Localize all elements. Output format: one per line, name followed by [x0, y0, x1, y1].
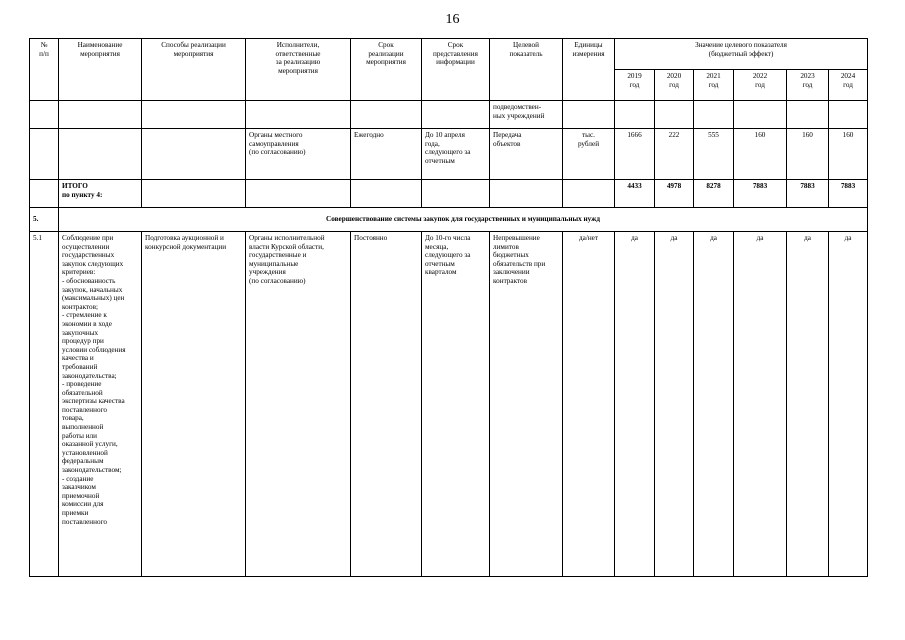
- header-term: Срок реализации мероприятия: [351, 39, 422, 101]
- header-executors: Исполнители, ответственные за реализацию мероприятия: [246, 39, 351, 101]
- cell-value: 222: [655, 129, 694, 180]
- cell-num: 5.1: [30, 232, 59, 577]
- cell-report: До 10-го числа месяца, следующего за отчетным кварталом: [422, 232, 490, 577]
- cell-value: 160: [734, 129, 787, 180]
- section-num: 5.: [30, 208, 59, 232]
- total-value: 4978: [655, 180, 694, 208]
- cell-value: 160: [787, 129, 829, 180]
- cell-methods: Подготовка аукционной и конкурсной документации: [142, 232, 246, 577]
- total-value: 7883: [787, 180, 829, 208]
- total-value: 8278: [694, 180, 734, 208]
- total-row: [30, 180, 868, 208]
- cell-value: да: [734, 232, 787, 577]
- cell-unit: тыс. рублей: [563, 129, 615, 180]
- cell-term: Постоянно: [351, 232, 422, 577]
- program-table: [29, 38, 868, 577]
- total-value: 4433: [615, 180, 655, 208]
- header-name: Наименование мероприятия: [59, 39, 142, 101]
- cell-target: подведомствен- ных учреждений: [490, 101, 563, 129]
- section-row: [30, 208, 868, 232]
- header-year: 2020 год: [655, 70, 694, 101]
- header-num: № п/п: [30, 39, 59, 101]
- header-target: Целевой показатель: [490, 39, 563, 101]
- cell-executors: Органы исполнительной власти Курской области, государственные и муниципальные учреждения (по согласованию): [246, 232, 351, 577]
- cell-value: 160: [829, 129, 868, 180]
- header-year: 2021 год: [694, 70, 734, 101]
- total-label: ИТОГО по пункту 4:: [59, 180, 142, 208]
- header-year: 2023 год: [787, 70, 829, 101]
- cell-unit: да/нет: [563, 232, 615, 577]
- cell-term: Ежегодно: [351, 129, 422, 180]
- cell-target: Непревышение лимитов бюджетных обязательств при заключении контрактов: [490, 232, 563, 577]
- header-report: Срок представления информации: [422, 39, 490, 101]
- cell-value: да: [829, 232, 868, 577]
- header-value-group: Значение целевого показателя (бюджетный эффект): [615, 39, 868, 70]
- cell-report: До 10 апреля года, следующего за отчетным: [422, 129, 490, 180]
- header-methods: Способы реализации мероприятия: [142, 39, 246, 101]
- section-title: Совершенствование системы закупок для государственных и муниципальных нужд: [59, 208, 868, 232]
- header-year: 2019 год: [615, 70, 655, 101]
- table-row: [30, 129, 868, 180]
- header-unit: Единицы измерения: [563, 39, 615, 101]
- table-row: [30, 101, 868, 129]
- header-year: 2022 год: [734, 70, 787, 101]
- cell-name: Соблюдение при осуществлении государственных закупок следующих критериев: - обоснованность закупок, начальных (максимальных) цен контрактов; - стремление к экономии в ходе закупочных процедур при условии соблюдения качества и требований законодательства; - проведение обязательной экспертизы качества поставленного товара, выполненной работы или оказанной услуги, установленной федеральным законодательством; - создание заказчиком приемочной комиссии для приемки поставленного: [59, 232, 142, 577]
- header-year: 2024 год: [829, 70, 868, 101]
- page-number: 16: [445, 12, 460, 27]
- cell-target: Передача объектов: [490, 129, 563, 180]
- cell-value: да: [787, 232, 829, 577]
- cell-value: 555: [694, 129, 734, 180]
- total-value: 7883: [734, 180, 787, 208]
- table-row: [30, 232, 868, 577]
- header-row: [30, 39, 868, 70]
- cell-value: 1666: [615, 129, 655, 180]
- cell-executors: Органы местного самоуправления (по согласованию): [246, 129, 351, 180]
- total-value: 7883: [829, 180, 868, 208]
- cell-value: да: [694, 232, 734, 577]
- cell-value: да: [655, 232, 694, 577]
- cell-value: да: [615, 232, 655, 577]
